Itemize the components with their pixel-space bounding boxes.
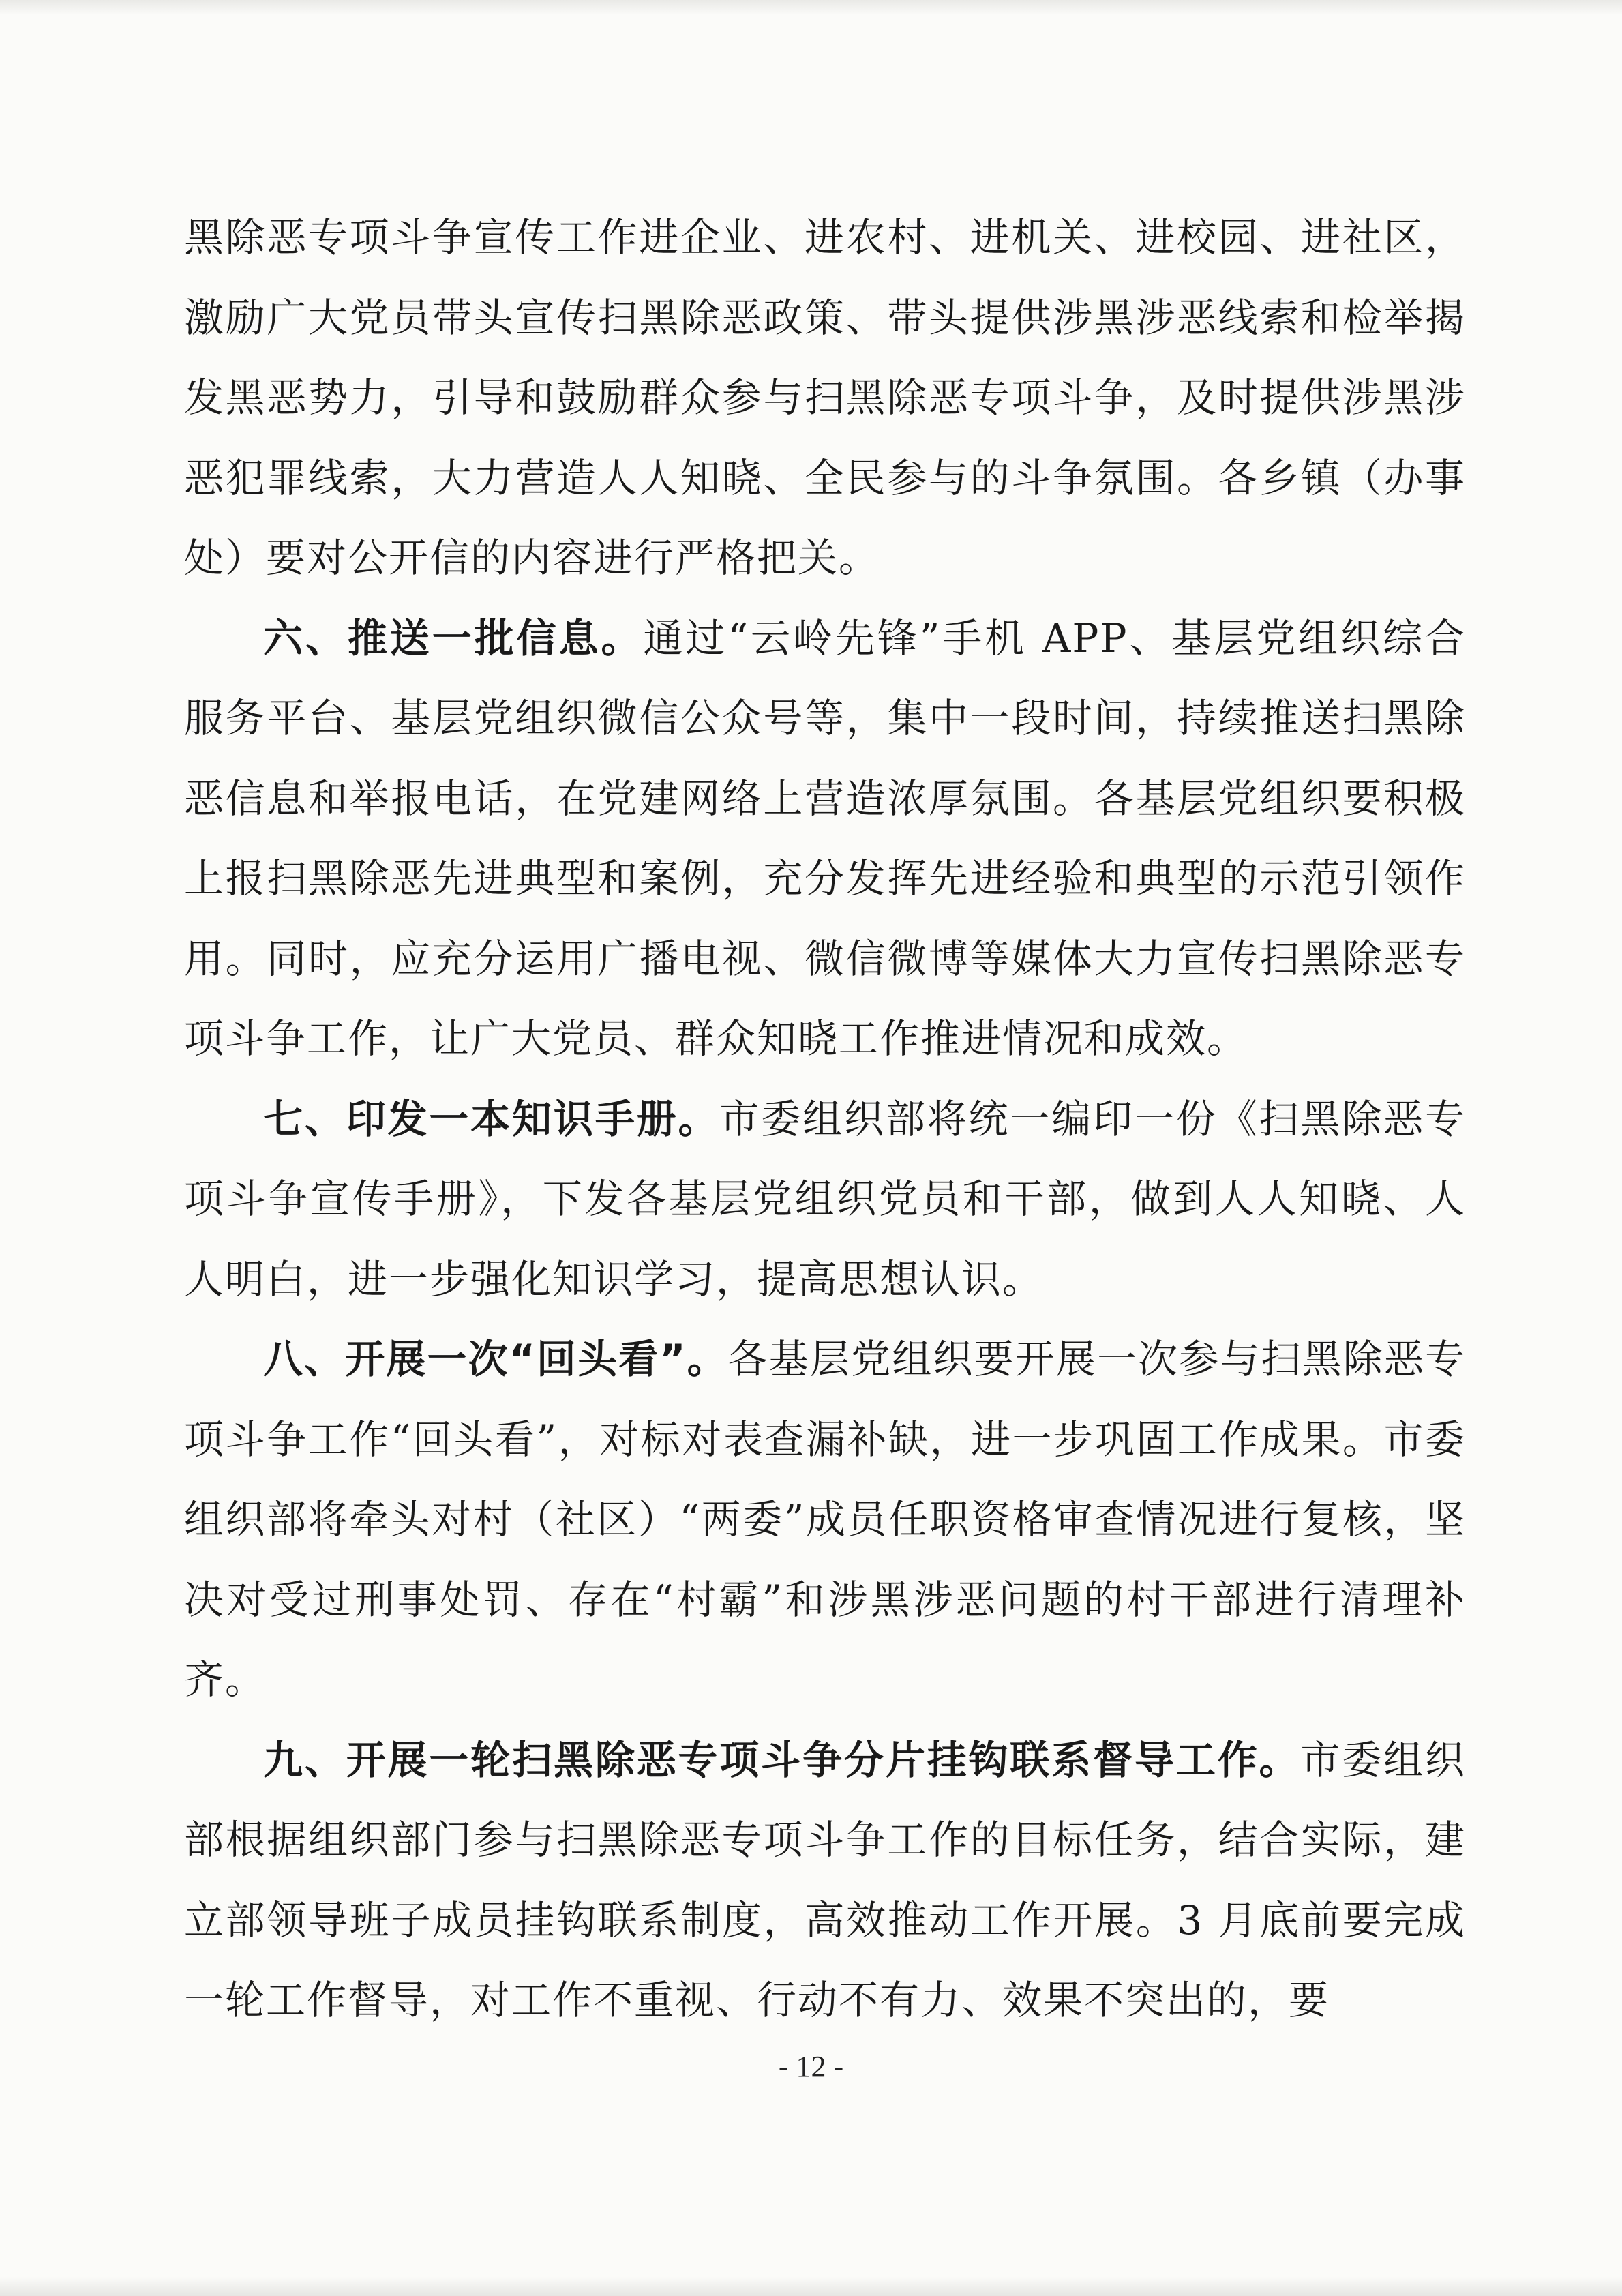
page-number: - 12 - <box>778 2050 844 2083</box>
section-six <box>184 599 1466 1079</box>
section-seven <box>184 1079 1466 1320</box>
section-six-heading: 六、推送一批信息。 <box>263 614 644 661</box>
opening-paragraph <box>184 198 1466 599</box>
section-nine-text: 市委组织部根据组织部门参与扫黑除恶专项斗争工作的目标任务，结合实际，建立部领导班子成员挂钩联系制度，高效推动工作开展。3 月底前要完成一轮工作督导，对工作不重视、行动不有力、效果不突出的，要 <box>184 1736 1466 2023</box>
section-seven-text: 市委组织部将统一编印一份《扫黑除恶专项斗争宣传手册》，下发各基层党组织党员和干部，做到人人知晓、人人明白，进一步强化知识学习，提高思想认识。 <box>184 1095 1466 1302</box>
section-eight <box>184 1320 1466 1720</box>
scan-edge-top <box>0 0 1622 15</box>
scan-edge-bottom <box>0 2277 1622 2296</box>
section-eight-heading: 八、开展一次“回头看”。 <box>263 1336 728 1382</box>
section-nine-heading: 九、开展一轮扫黑除恶专项斗争分片挂钩联系督导工作。 <box>263 1736 1301 1783</box>
section-eight-text: 各基层党组织要开展一次参与扫黑除恶专项斗争工作“回头看”，对标对表查漏补缺，进一步巩固工作成果。市委组织部将牵头对村（社区）“两委”成员任职资格审查情况进行复核，坚决对受过刑事处罚、存在“村霸”和涉黑涉恶问题的村干部进行清理补齐。 <box>184 1336 1466 1703</box>
section-seven-heading: 七、印发一本知识手册。 <box>263 1095 720 1142</box>
document-body <box>184 198 1466 2041</box>
section-nine <box>184 1720 1466 2041</box>
section-six-text: 通过“云岭先锋”手机 APP、基层党组织综合服务平台、基层党组织微信公众号等，集中一段时间，持续推送扫黑除恶信息和举报电话，在党建网络上营造浓厚氛围。各基层党组织要积极上报扫黑除恶先进典型和案例，充分发挥先进经验和典型的示范引领作用。同时，应充分运用广播电视、微信微博等媒体大力宣传扫黑除恶专项斗争工作，让广大党员、群众知晓工作推进情况和成效。 <box>184 614 1466 1062</box>
opening-text: 黑除恶专项斗争宣传工作进企业、进农村、进机关、进校园、进社区，激励广大党员带头宣传扫黑除恶政策、带头提供涉黑涉恶线索和检举揭发黑恶势力，引导和鼓励群众参与扫黑除恶专项斗争，及时提供涉黑涉恶犯罪线索，大力营造人人知晓、全民参与的斗争氛围。各乡镇（办事处）要对公开信的内容进行严格把关。 <box>184 214 1466 581</box>
